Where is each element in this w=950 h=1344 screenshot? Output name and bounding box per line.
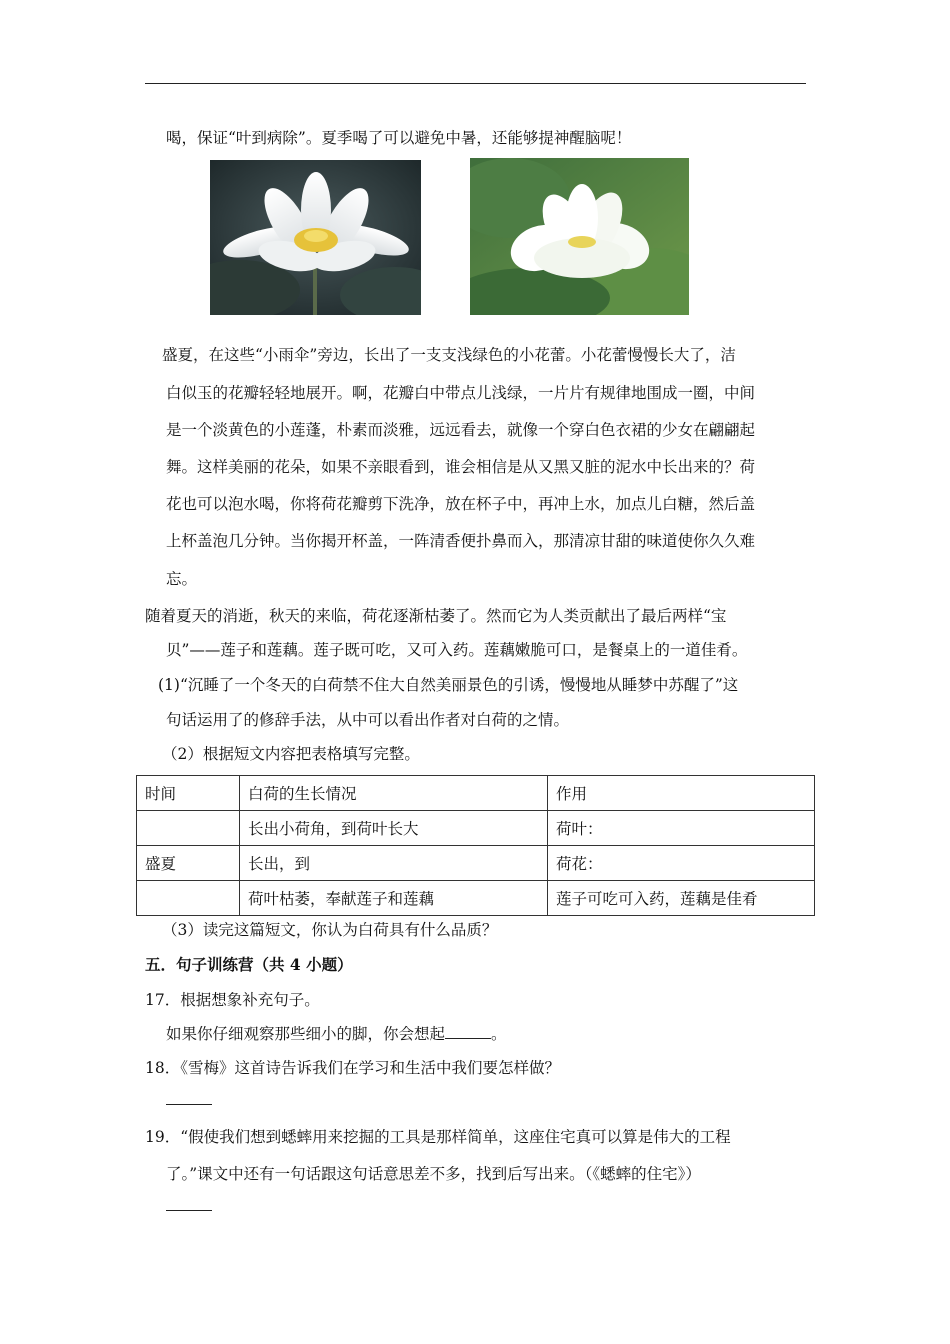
table-row bbox=[137, 881, 815, 916]
table-cell: 荷花： bbox=[548, 846, 815, 881]
table-cell: 作用 bbox=[548, 776, 815, 811]
paragraph-line: 贝”——莲子和莲藕。莲子既可吃，又可入药。莲藕嫩脆可口，是餐桌上的一道佳肴。 bbox=[166, 641, 748, 659]
table-cell: 白荷的生长情况 bbox=[240, 776, 548, 811]
question-line: （2）根据短文内容把表格填写完整。 bbox=[162, 745, 420, 763]
table-cell: 荷叶枯萎，奉献莲子和莲藕 bbox=[240, 881, 548, 916]
table-cell: 长出，到 bbox=[240, 846, 548, 881]
table-header-row bbox=[137, 776, 815, 811]
table-row bbox=[137, 811, 815, 846]
answer-blank[interactable] bbox=[166, 1196, 212, 1211]
paragraph-line: 喝，保证“叶到病除”。夏季喝了可以避免中暑，还能够提神醒脑呢！ bbox=[166, 129, 632, 147]
lotus-photo-right bbox=[470, 158, 689, 315]
question-line: 句话运用了的修辞手法，从中可以看出作者对白荷的之情。 bbox=[166, 711, 570, 729]
paragraph-line: 盛夏，在这些“小雨伞”旁边，长出了一支支浅绿色的小花蕾。小花蕾慢慢长大了，洁 bbox=[162, 346, 736, 364]
table-cell: 盛夏 bbox=[137, 846, 240, 881]
lotus-flower-icon bbox=[470, 158, 689, 315]
answer-blank[interactable] bbox=[445, 1024, 491, 1039]
question-line: 17．根据想象补充句子。 bbox=[145, 991, 320, 1009]
growth-table bbox=[136, 775, 815, 916]
paragraph-line: 花也可以泡水喝，你将荷花瓣剪下洗净，放在杯子中，再冲上水，加点儿白糖，然后盖 bbox=[166, 495, 756, 513]
question-line: (1)“沉睡了一个冬天的白荷禁不住大自然美丽景色的引诱，慢慢地从睡梦中苏醒了”这 bbox=[158, 676, 739, 694]
lotus-photo-left bbox=[210, 160, 421, 315]
sentence-prompt: 如果你仔细观察那些细小的脚，你会想起 bbox=[166, 1025, 446, 1043]
paragraph-line: 随着夏天的消逝，秋天的来临，荷花逐渐枯萎了。然而它为人类贡献出了最后两样“宝 bbox=[145, 607, 727, 625]
table-cell bbox=[137, 881, 240, 916]
table-cell: 荷叶： bbox=[548, 811, 815, 846]
table-cell: 长出小荷角，到荷叶长大 bbox=[240, 811, 548, 846]
table-cell bbox=[137, 811, 240, 846]
table-row bbox=[137, 846, 815, 881]
answer-line bbox=[166, 1090, 212, 1110]
paragraph-line: 忘。 bbox=[166, 570, 198, 588]
lotus-flower-icon bbox=[210, 160, 421, 315]
question-line: 19．“假使我们想到蟋蟀用来挖掘的工具是那样简单，这座住宅真可以算是伟大的工程 bbox=[145, 1128, 731, 1146]
header-rule bbox=[145, 83, 806, 84]
question-line: 了。”课文中还有一句话跟这句话意思差不多，找到后写出来。（《蟋蟀的住宅》） bbox=[166, 1165, 701, 1183]
paragraph-line: 舞。这样美丽的花朵，如果不亲眼看到，谁会相信是从又黑又脏的泥水中长出来的？荷 bbox=[166, 458, 756, 476]
table-cell: 时间 bbox=[137, 776, 240, 811]
question-line: （3）读完这篇短文，你认为白荷具有什么品质？ bbox=[162, 921, 498, 939]
paragraph-line: 上杯盖泡几分钟。当你揭开杯盖，一阵清香便扑鼻而入，那清凉甘甜的味道使你久久难 bbox=[166, 532, 756, 550]
question-line: 18．《雪梅》这首诗告诉我们在学习和生活中我们要怎样做？ bbox=[145, 1059, 560, 1077]
question-line bbox=[166, 1024, 507, 1044]
answer-blank[interactable] bbox=[166, 1090, 212, 1105]
section-heading: 五．句子训练营（共 4 小题） bbox=[145, 955, 353, 974]
paragraph-line: 白似玉的花瓣轻轻地展开。啊，花瓣白中带点儿浅绿，一片片有规律地围成一圈，中间 bbox=[166, 384, 756, 402]
paragraph-line: 是一个淡黄色的小莲蓬，朴素而淡雅，远远看去，就像一个穿白色衣裙的少女在翩翩起 bbox=[166, 421, 756, 439]
sentence-end: 。 bbox=[491, 1025, 507, 1043]
table-cell: 莲子可吃可入药，莲藕是佳肴 bbox=[548, 881, 815, 916]
answer-line bbox=[166, 1196, 212, 1216]
